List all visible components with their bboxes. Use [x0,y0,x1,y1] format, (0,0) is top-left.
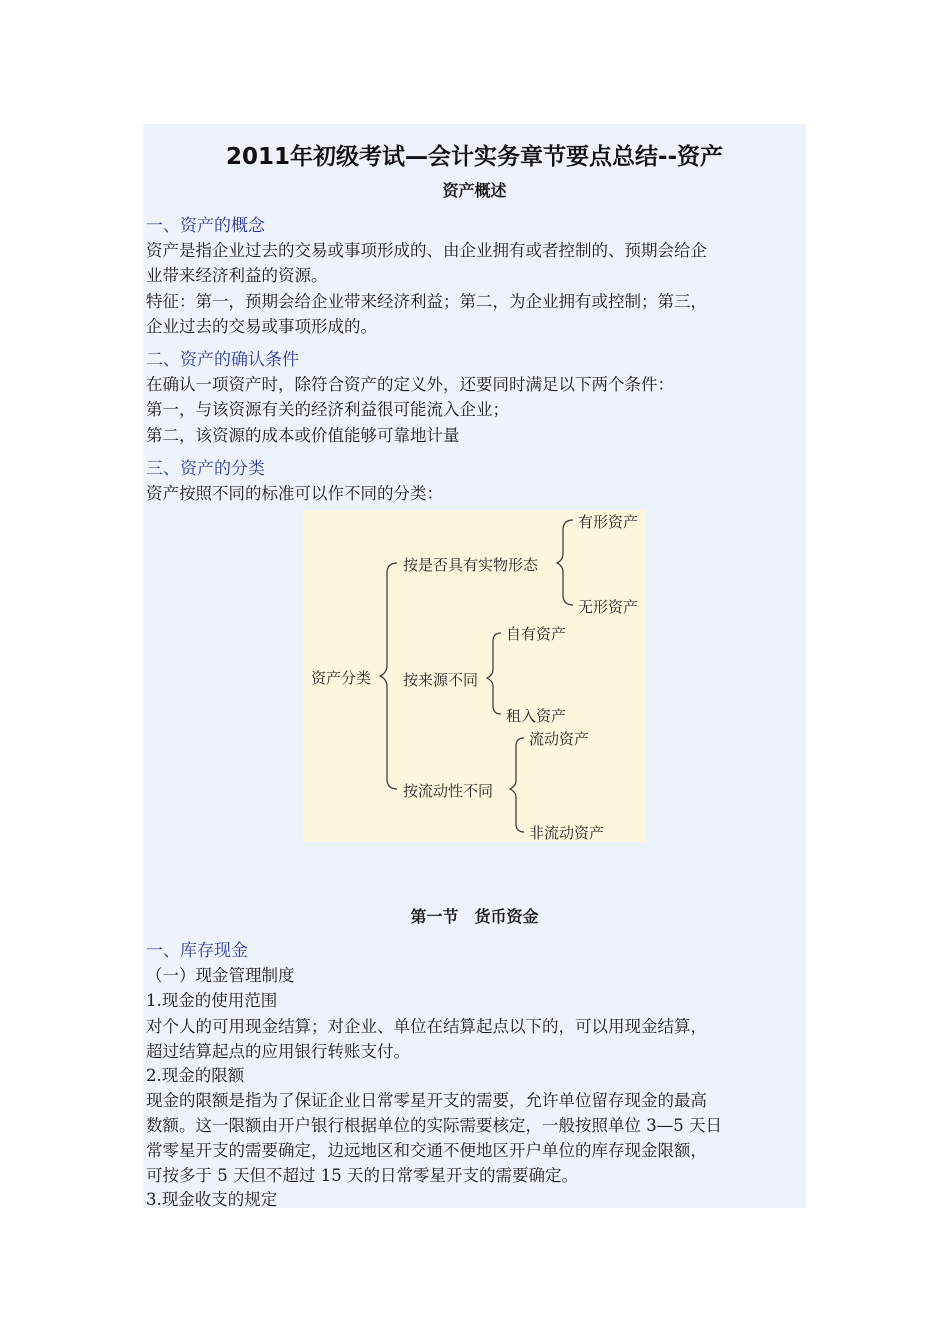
s1-line: 业带来经济利益的资源。 [146,266,328,285]
section1-sub1a: （一）现金管理制度 [146,966,295,985]
overview-heading: 资产概述 [442,181,507,200]
s2-line: 在确认一项资产时，除符合资产的定义外，还要同时满足以下两个条件： [146,375,674,394]
diagram-leaf: 非流动资产 [529,824,605,842]
s2-heading: 二、资产的确认条件 [146,350,299,370]
s2-line: 第二，该资源的成本或价值能够可靠地计量 [146,426,460,445]
s1-line: 特征：第一，预期会给企业带来经济利益；第二，为企业拥有或控制；第三， [146,292,707,311]
s1-line: 企业过去的交易或事项形成的。 [146,317,377,336]
diagram-leaf: 自有资产 [506,625,567,643]
diagram-branch: 按流动性不同 [403,782,494,800]
diagram-leaf: 租入资产 [506,707,567,725]
item-line: 可按多于 5 天但不超过 15 天的日常零星开支的需要确定。 [146,1166,578,1185]
diagram-leaf: 流动资产 [529,730,590,748]
item-line: 对个人的可用现金结算；对企业、单位在结算起点以下的，可以用现金结算， [146,1017,707,1036]
section1-heading: 第一节 货币资金 [410,907,539,926]
asset-classification-diagram [303,510,646,842]
page-title: 2011年初级考试—会计实务章节要点总结--资产 [225,144,724,170]
section1-sub1: 一、库存现金 [146,941,248,961]
item-line: 现金的限额是指为了保证企业日常零星开支的需要，允许单位留存现金的最高 [146,1091,707,1110]
diagram-branch: 按来源不同 [403,671,479,689]
s1-line: 资产是指企业过去的交易或事项形成的、由企业拥有或者控制的、预期会给企 [146,241,707,260]
diagram-branch: 按是否具有实物形态 [403,556,539,574]
s1-heading: 一、资产的概念 [146,216,265,236]
item-line: 常零星开支的需要确定，边远地区和交通不便地区开户单位的库存现金限额， [146,1141,707,1160]
item-title: 2.现金的限额 [146,1066,245,1085]
diagram-leaf: 有形资产 [578,513,639,531]
item-line: 超过结算起点的应用银行转账支付。 [146,1042,410,1061]
diagram-leaf: 无形资产 [578,598,639,616]
document-page [143,124,806,1208]
item-title: 3.现金收支的规定 [146,1190,278,1209]
s3-heading: 三、资产的分类 [146,459,265,479]
item-title: 1.现金的使用范围 [146,991,278,1010]
diagram-root: 资产分类 [311,669,372,687]
s3-line: 资产按照不同的标准可以作不同的分类： [146,484,443,503]
item-line: 数额。这一限额由开户银行根据单位的实际需要核定，一般按照单位 3—5 天日 [146,1116,722,1135]
s2-line: 第一，与该资源有关的经济利益很可能流入企业； [146,400,509,419]
